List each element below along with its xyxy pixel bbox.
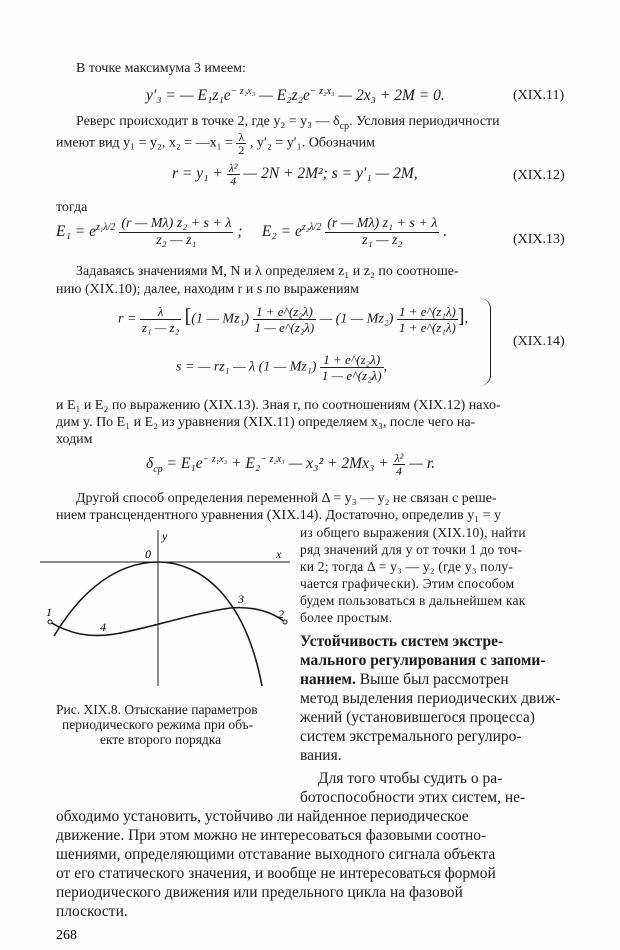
fraction	[320, 352, 384, 383]
eq-part: — 2N + 2M²; s = y′₁ — 2M,	[243, 165, 418, 183]
label-1: 1	[46, 605, 52, 619]
numerator: 1 + e^(z₂λ)	[253, 304, 317, 320]
equation-number: (XIX.11)	[513, 88, 565, 103]
section-heading-line	[300, 652, 546, 670]
text-line: шениями, определяющими отставание выходного сигнала объекта	[56, 846, 496, 863]
text-part: имеют вид y₁ = y₂, x₂ = —x₁ =	[56, 135, 233, 151]
label-3: 3	[238, 592, 244, 606]
periodic-trajectory-curve	[50, 608, 285, 636]
text-line: и E₁ и E₂ по выражению (XIX.13). Зная r, по соотношениям (XIX.12) нахо-	[56, 398, 501, 413]
text-line: чается графически). Этим способом	[300, 576, 515, 591]
eq-part: — r.	[409, 455, 436, 473]
text-line: движение. При этом можно не интересоваться фазовыми соотно-	[56, 827, 487, 844]
eq-exponent: − z₂x₃	[260, 453, 285, 465]
text-line: дим y. По E₁ и E₂ из уравнения (XIX.11) определяем x₃, после чего на-	[56, 415, 476, 430]
figure-xix-8	[40, 526, 295, 688]
figure-caption-line: екте второго порядка	[100, 732, 222, 747]
eq-part: = E₁e	[162, 455, 203, 473]
page-number: 268	[56, 928, 77, 943]
text-line: Задаваясь значениями M, N и λ определяем z₁ и z₂ по соотноше-	[76, 264, 459, 279]
eq-exponent: − z₁x₃	[230, 86, 256, 97]
text-line: от его статического значения, и вообще не интересоваться формой	[56, 865, 496, 882]
text-line: вания.	[300, 747, 342, 764]
eq-part: s = — rz₁ — λ (1 — Mz₁)	[176, 359, 317, 375]
right-brace	[480, 298, 491, 386]
text-line: периодического движения или предельного цикла на фазовой	[56, 884, 463, 901]
text-part: Выше был рассмотрен	[355, 671, 509, 688]
eq-part: — 2x₃ + 2M = 0.	[334, 87, 445, 105]
eq-part: y′₃ = — E₁z₁e	[146, 87, 231, 105]
eq-part: — x₃² + 2Mx₃ +	[284, 455, 389, 473]
denominator: 2	[238, 143, 245, 157]
denominator: z₂ — z₁	[156, 233, 197, 248]
numerator: λ	[236, 131, 246, 144]
text-line: ходим	[56, 432, 93, 447]
text-line: систем экстремального регулиро-	[300, 728, 522, 745]
equation-xix-13: $E_1 = e^{z_1\lambda/2}$ $\frac{\text{(r — Mλ) z₂ + s + λ}}{\text{z₂ — z₁}}$ ; $E_2 = e^{z_2\lambda/2}$ $\frac{\text{(r — Mλ) z₁ + s + λ}}{\text{z₁ — z₂}}$ .	[56, 216, 448, 248]
text-part: , y′₂ = y′₁. Обозначим	[249, 135, 375, 151]
denominator: z₁ — z₂	[362, 233, 403, 248]
text-line: будем пользоваться в дальнейшем как	[300, 593, 526, 608]
text-line	[300, 671, 509, 689]
figure-caption-line: периодического режима при объ-	[62, 717, 254, 732]
eq-part: — E₂z₂e	[255, 87, 310, 105]
numerator: λ²	[394, 451, 404, 465]
eq-exponent: z₂λ/2	[301, 221, 322, 233]
denominator: 1 — e^(z₂λ)	[321, 368, 382, 383]
eq-part: (1 — Mz₁)	[191, 311, 250, 327]
label-0: 0	[145, 547, 151, 561]
text-part: Реверс происходит в точке 2, где y₂ = y₃ — δ	[76, 114, 340, 129]
text-line: Другой способ определения переменной Δ = y₃ — y₂ не связан с реше-	[76, 491, 497, 506]
denominator: 1 + e^(z₁λ)	[398, 320, 456, 335]
text-part: . Условия периодичности	[349, 114, 500, 129]
numerator: 1 + e^(z₁λ)	[398, 304, 456, 319]
eq-part: E₂ = e	[261, 223, 302, 241]
denominator: 1 — e^(z₂λ)	[254, 320, 315, 335]
text-line: нию (XIX.10); далее, находим r и s по выражениям	[56, 282, 359, 297]
section-heading: нанием.	[300, 671, 356, 688]
equation-number: (XIX.14)	[513, 334, 565, 349]
equation-number: (XIX.13)	[513, 232, 565, 247]
label-4: 4	[100, 620, 106, 634]
denominator: z₁ — z₂	[141, 320, 180, 335]
label-x: x	[276, 547, 282, 561]
text-line: из общего выражения (XIX.10), найти	[300, 525, 526, 540]
eq-part: r = y₁ +	[172, 165, 223, 183]
text-line: Для того чтобы судить о ра-	[318, 770, 503, 787]
equation-delta-cp	[146, 452, 435, 477]
text-line: плоскости.	[56, 903, 128, 920]
numerator: (r — Mλ) z₁ + s + λ	[327, 216, 438, 231]
point-1-marker	[48, 620, 52, 624]
denominator: 4	[230, 174, 237, 188]
numerator: λ	[140, 304, 181, 320]
eq-part: δ	[146, 455, 154, 473]
fraction	[140, 304, 181, 335]
text-line	[56, 131, 375, 156]
fraction	[236, 131, 246, 156]
fraction	[119, 216, 233, 249]
text-line: обходимо установить, устойчиво ли найденное периодическое	[56, 808, 469, 825]
text-line: тогда	[56, 200, 88, 215]
numerator: λ²	[228, 161, 238, 175]
eq-part: — (1 — Mz₂)	[319, 311, 394, 327]
eq-part: r =	[118, 311, 137, 327]
eq-part: + E₂	[227, 455, 261, 473]
text-line: нием трансцендентного уравнения (XIX.14). Достаточно, определив y₁ = y	[56, 508, 502, 523]
denominator: 4	[395, 464, 402, 478]
eq-exponent: − z₁x₃	[202, 453, 228, 465]
section-heading: Устойчивость систем экстре-	[300, 633, 504, 650]
equation-number: (XIX.12)	[513, 168, 565, 183]
fraction	[253, 304, 317, 335]
label-y: y	[162, 529, 168, 543]
eq-exponent: − z₂x₃	[309, 86, 335, 97]
equation-xix-14-s: s = — rz₁ — λ (1 — Mz₁) $\frac{\text{1 + e\textasciicircum{}(z₂λ)}}{\text{1 — e\textasciicircum{}(z₂λ)}}$ ,	[176, 352, 388, 383]
text-line: ки 2; тогда Δ = y₃ — y₂ (где y₃ полу-	[300, 559, 514, 574]
subscript: cp	[339, 120, 350, 132]
text-line: В точке максимума 3 имеем:	[76, 61, 246, 76]
fraction	[397, 304, 458, 335]
text-line: жений (установившегося процесса)	[300, 709, 535, 726]
eq-part: E₁ = e	[56, 223, 96, 241]
label-2: 2	[278, 607, 284, 621]
eq-exponent: z₁λ/2	[95, 221, 116, 233]
text-line: ботоспособности этих систем, не-	[300, 789, 526, 806]
numerator: (r — Mλ) z₂ + s + λ	[121, 216, 232, 231]
subscript: cp	[153, 464, 163, 476]
equation-xix-12	[172, 162, 418, 187]
text-line: ряд значений для y от точки 1 до точ-	[300, 542, 523, 557]
numerator: 1 + e^(z₂λ)	[320, 352, 384, 368]
fraction	[393, 452, 406, 477]
equation-xix-11	[146, 86, 445, 105]
fraction	[227, 162, 240, 187]
figure-caption-line: Рис. XIX.8. Отыскание параметров	[56, 702, 258, 717]
text-line: метод выделения периодических движ-	[300, 690, 561, 707]
text-line: более простым.	[300, 610, 393, 625]
equation-xix-14-r: r = $\frac{\lambda}{\text{z₁ — z₂}}$ [(1 — Mz₁) $\frac{\text{1 + e\textasciicircum{}(z₂λ)}}{\text{1 — e\textasciicircum{}(z₂λ)}}$ — (1 — Mz₂) $\frac{\text{1 + e\textasciicircum{}(z₁λ)}}{\text{1 + e\textasciicircum{}(z₁λ)}}$ ],	[118, 304, 469, 335]
section-heading: мального регулирования с запоми-	[300, 652, 546, 669]
fraction	[325, 216, 439, 249]
